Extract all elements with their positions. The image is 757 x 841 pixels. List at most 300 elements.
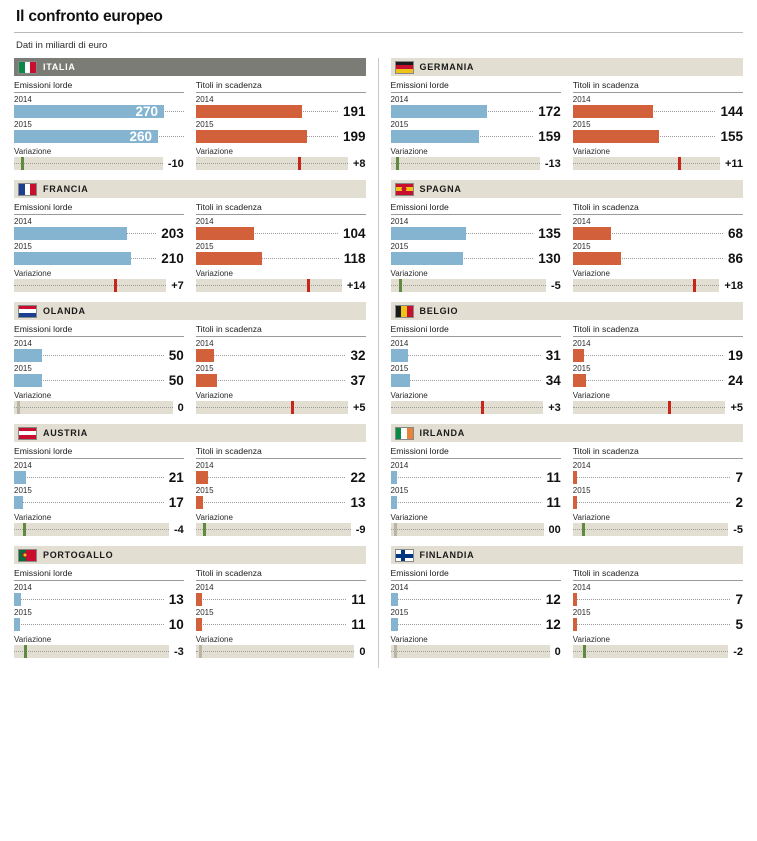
bar [14, 105, 164, 118]
bar-track [573, 349, 723, 362]
variation-label: Variazione [390, 391, 428, 400]
variation-baseline [391, 285, 546, 286]
bar-row [573, 593, 743, 606]
variation-baseline [14, 163, 163, 164]
bar-track [573, 471, 731, 484]
variation-value: -10 [167, 157, 184, 170]
panel-emissions [391, 446, 561, 536]
country-grid [14, 58, 743, 668]
bar-row [14, 471, 184, 484]
variation-baseline [196, 285, 342, 286]
year-label: 2014 [572, 461, 591, 470]
panel-title: Titoli in scadenza [196, 324, 366, 337]
bar-baseline [391, 624, 541, 625]
year-label: 2015 [572, 364, 591, 373]
bar-track [14, 130, 184, 143]
bar [391, 105, 487, 118]
bar-track [196, 130, 338, 143]
variation-row [14, 157, 184, 170]
bar-row [14, 618, 184, 631]
bar-baseline [14, 599, 164, 600]
variation-value: 0 [177, 401, 184, 414]
bar-row [391, 593, 561, 606]
variation-baseline [391, 651, 550, 652]
variation-marker [394, 523, 397, 536]
year-label: 2015 [14, 242, 32, 251]
panel-title: Titoli in scadenza [196, 202, 366, 215]
bar-row [573, 252, 743, 265]
year-label: 2014 [572, 95, 591, 104]
panel-title: Emissioni lorde [14, 324, 184, 337]
bar-track [573, 252, 723, 265]
bar [573, 227, 611, 240]
bar-value: 159 [538, 129, 561, 144]
bar-row [573, 130, 743, 143]
bar-track [196, 252, 339, 265]
country-name: FRANCIA [43, 184, 89, 194]
country-panels [391, 324, 744, 414]
bar-baseline [573, 599, 731, 600]
bar-value: 31 [545, 348, 561, 363]
bar-value: 34 [545, 373, 561, 388]
variation-row [391, 523, 561, 536]
variation-value: -5 [733, 523, 743, 536]
country-panels [14, 568, 366, 658]
bar-baseline [573, 477, 731, 478]
variation-track [573, 279, 720, 292]
variation-marker [396, 157, 399, 170]
bar [14, 130, 158, 143]
variation-value: -5 [550, 279, 561, 292]
bar-value: 12 [545, 617, 561, 632]
variation-value: +7 [171, 279, 184, 292]
variation-value: -3 [173, 645, 184, 658]
country-header [14, 58, 366, 76]
bar-baseline [196, 502, 346, 503]
bar-value: 86 [727, 251, 743, 266]
variation-value: 0 [359, 645, 366, 658]
flag-germania [395, 61, 414, 74]
panel-emissions [14, 446, 184, 536]
variation-row [196, 401, 366, 414]
bar-row [573, 105, 743, 118]
bar [196, 252, 262, 265]
variation-row [14, 401, 184, 414]
bar-baseline [391, 477, 542, 478]
bar-track [14, 496, 164, 509]
variation-track [391, 645, 550, 658]
bar [573, 496, 577, 509]
variation-label: Variazione [195, 147, 233, 156]
bar-row [14, 593, 184, 606]
panel-title: Emissioni lorde [391, 568, 561, 581]
year-label: 2015 [390, 364, 409, 373]
bar [14, 593, 21, 606]
variation-track [196, 523, 351, 536]
bar-value: 135 [538, 226, 561, 241]
year-label: 2015 [14, 120, 32, 129]
variation-baseline [196, 651, 355, 652]
bar-track [391, 593, 541, 606]
title-divider [14, 32, 743, 33]
variation-value: -2 [733, 645, 743, 658]
year-label: 2015 [195, 608, 214, 617]
bar-baseline [391, 380, 541, 381]
page-subtitle: Dati in miliardi di euro [16, 40, 108, 51]
year-label: 2015 [572, 608, 591, 617]
variation-marker [23, 523, 26, 536]
variation-row [14, 279, 184, 292]
bar-track [14, 374, 164, 387]
bar-value: 130 [538, 251, 561, 266]
variation-label: Variazione [14, 391, 52, 400]
variation-marker [583, 645, 586, 658]
bar-value: 7 [735, 470, 743, 485]
bar-row [391, 496, 561, 509]
bar [196, 618, 202, 631]
bar-baseline [196, 624, 346, 625]
variation-marker [21, 157, 24, 170]
bar-value: 104 [342, 226, 366, 241]
bar-baseline [196, 477, 346, 478]
bar-track [14, 105, 184, 118]
panel-maturities [196, 568, 366, 658]
bar-value: 2 [735, 495, 743, 510]
bar-track [14, 349, 164, 362]
variation-track [14, 401, 173, 414]
bar [14, 252, 131, 265]
country-header [14, 180, 366, 198]
panel-title: Emissioni lorde [14, 446, 184, 459]
bar-value: 37 [350, 373, 366, 388]
bar-track [391, 349, 541, 362]
panel-emissions [391, 80, 561, 170]
variation-track [573, 523, 728, 536]
bar [573, 252, 621, 265]
bar-track [391, 471, 542, 484]
bar-baseline [14, 477, 164, 478]
panel-maturities [196, 324, 366, 414]
country-name: PORTOGALLO [43, 550, 114, 560]
variation-value: +5 [730, 401, 743, 414]
bar-row [196, 349, 366, 362]
bar-value: 50 [168, 373, 184, 388]
variation-baseline [573, 651, 728, 652]
bar-row [196, 105, 366, 118]
country-panels [391, 80, 744, 170]
panel-title: Titoli in scadenza [196, 80, 366, 93]
variation-marker [307, 279, 310, 292]
variation-marker [199, 645, 202, 658]
panel-title: Emissioni lorde [391, 202, 561, 215]
bar-row [573, 496, 743, 509]
bar-row [573, 374, 743, 387]
country-block [14, 546, 366, 658]
bar-track [14, 252, 156, 265]
country-block [391, 58, 744, 170]
variation-marker [693, 279, 696, 292]
bar-row [196, 471, 366, 484]
bar [196, 105, 302, 118]
variation-value: -4 [173, 523, 184, 536]
bar-row [391, 618, 561, 631]
variation-value: +11 [724, 157, 743, 170]
panel-emissions [391, 568, 561, 658]
variation-marker [291, 401, 294, 414]
variation-label: Variazione [572, 513, 610, 522]
bar-baseline [14, 624, 164, 625]
panel-maturities [573, 568, 743, 658]
country-panels [14, 324, 366, 414]
variation-label: Variazione [195, 635, 233, 644]
bar-track [196, 227, 338, 240]
variation-track [391, 523, 544, 536]
variation-label: Variazione [390, 513, 428, 522]
country-panels [14, 202, 366, 292]
country-name: OLANDA [43, 306, 86, 316]
country-name: FINLANDIA [419, 550, 475, 560]
variation-baseline [14, 651, 169, 652]
year-label: 2014 [195, 339, 214, 348]
year-label: 2014 [14, 461, 32, 470]
variation-row [391, 645, 561, 658]
bar-value: 13 [168, 592, 184, 607]
variation-track [14, 645, 169, 658]
bar-baseline [391, 599, 541, 600]
bar-row [391, 252, 561, 265]
year-label: 2014 [195, 583, 214, 592]
bar-value: 12 [545, 592, 561, 607]
variation-marker [24, 645, 27, 658]
bar [196, 349, 214, 362]
panel-title: Emissioni lorde [14, 80, 184, 93]
bar [391, 252, 463, 265]
variation-marker [678, 157, 681, 170]
flag-finlandia [395, 549, 414, 562]
bar-value: 68 [727, 226, 743, 241]
variation-baseline [196, 529, 351, 530]
country-name: BELGIO [419, 306, 459, 316]
bar-row [196, 252, 366, 265]
bar-value: 260 [129, 129, 152, 144]
variation-label: Variazione [572, 269, 610, 278]
bar-track [391, 252, 534, 265]
bar-row [196, 496, 366, 509]
bar-value: 22 [350, 470, 366, 485]
variation-row [573, 523, 743, 536]
variation-row [196, 157, 366, 170]
bar-value: 7 [735, 592, 743, 607]
bar [391, 130, 479, 143]
bar-row [14, 130, 184, 143]
year-label: 2015 [14, 486, 32, 495]
bar-track [391, 618, 541, 631]
bar [14, 374, 42, 387]
bar-row [14, 252, 184, 265]
variation-marker [114, 279, 117, 292]
variation-value: +8 [352, 157, 366, 170]
variation-track [196, 401, 348, 414]
bar-row [196, 593, 366, 606]
country-name: SPAGNA [419, 184, 462, 194]
variation-track [14, 279, 166, 292]
panel-title: Titoli in scadenza [573, 324, 743, 337]
variation-baseline [573, 163, 720, 164]
country-block [391, 424, 744, 536]
bar [14, 471, 26, 484]
country-block [14, 302, 366, 414]
flag-irlanda [395, 427, 414, 440]
bar-value: 155 [720, 129, 743, 144]
panel-maturities [196, 80, 366, 170]
variation-track [196, 157, 348, 170]
variation-row [391, 157, 561, 170]
country-header [391, 546, 744, 564]
variation-track [573, 157, 720, 170]
country-block [14, 58, 366, 170]
panel-emissions [391, 324, 561, 414]
panel-emissions [14, 202, 184, 292]
variation-marker [668, 401, 671, 414]
panel-emissions [14, 324, 184, 414]
variation-marker [481, 401, 484, 414]
year-label: 2014 [572, 339, 591, 348]
bar-row [14, 374, 184, 387]
panel-title: Emissioni lorde [14, 202, 184, 215]
variation-value: -9 [355, 523, 366, 536]
bar [196, 471, 208, 484]
variation-label: Variazione [14, 635, 52, 644]
bar [391, 374, 410, 387]
bar-row [14, 227, 184, 240]
year-label: 2014 [390, 339, 409, 348]
bar-value: 11 [546, 470, 561, 485]
panel-title: Emissioni lorde [391, 324, 561, 337]
panel-title: Titoli in scadenza [573, 568, 743, 581]
bar [573, 593, 577, 606]
variation-value: 0 [554, 645, 561, 658]
variation-row [573, 401, 743, 414]
bar-track [196, 105, 338, 118]
variation-value: +14 [346, 279, 366, 292]
country-block [14, 424, 366, 536]
variation-track [14, 157, 163, 170]
panel-title: Titoli in scadenza [573, 80, 743, 93]
bar-track [196, 349, 346, 362]
bar [573, 618, 577, 631]
variation-track [14, 523, 169, 536]
variation-label: Variazione [390, 269, 428, 278]
bar-track [573, 105, 716, 118]
bar-value: 10 [168, 617, 184, 632]
bar-row [391, 374, 561, 387]
flag-spagna [395, 183, 414, 196]
bar-value: 210 [161, 251, 184, 266]
bar-value: 11 [351, 617, 366, 632]
bar-track [14, 593, 164, 606]
variation-label: Variazione [14, 513, 52, 522]
panel-emissions [14, 568, 184, 658]
bar-track [14, 227, 156, 240]
bar [573, 349, 584, 362]
bar-track [391, 130, 534, 143]
flag-austria [18, 427, 37, 440]
country-name: ITALIA [43, 62, 76, 72]
bar [14, 227, 127, 240]
year-label: 2015 [390, 486, 409, 495]
bar-row [391, 130, 561, 143]
variation-label: Variazione [195, 269, 233, 278]
variation-label: Variazione [14, 269, 52, 278]
variation-row [14, 523, 184, 536]
panel-title: Titoli in scadenza [573, 446, 743, 459]
bar-track [391, 227, 534, 240]
country-name: IRLANDA [419, 428, 465, 438]
bar-row [14, 349, 184, 362]
bar-row [391, 227, 561, 240]
bar-value: 11 [351, 592, 366, 607]
panel-maturities [573, 446, 743, 536]
variation-marker [582, 523, 585, 536]
bar-baseline [573, 380, 723, 381]
bar-value: 21 [168, 470, 184, 485]
year-label: 2014 [390, 583, 409, 592]
bar-row [196, 130, 366, 143]
variation-row [573, 279, 743, 292]
bar-baseline [196, 380, 346, 381]
year-label: 2014 [390, 217, 409, 226]
year-label: 2015 [195, 242, 214, 251]
country-block [391, 546, 744, 658]
variation-value: +18 [724, 279, 743, 292]
variation-baseline [573, 285, 720, 286]
bar-row [573, 471, 743, 484]
bar-row [391, 471, 561, 484]
year-label: 2014 [572, 583, 591, 592]
year-label: 2015 [195, 486, 214, 495]
variation-row [196, 279, 366, 292]
bar [391, 471, 397, 484]
variation-row [573, 645, 743, 658]
country-header [391, 424, 744, 442]
variation-marker [394, 645, 397, 658]
bar [391, 618, 398, 631]
panel-title: Titoli in scadenza [573, 202, 743, 215]
bar [391, 349, 408, 362]
bar-track [573, 130, 716, 143]
flag-portogallo [18, 549, 37, 562]
bar [391, 227, 466, 240]
bar [14, 349, 42, 362]
variation-baseline [573, 529, 728, 530]
bar-track [573, 496, 731, 509]
country-header [14, 546, 366, 564]
year-label: 2014 [390, 461, 409, 470]
bar-row [14, 496, 184, 509]
country-header [14, 302, 366, 320]
country-panels [14, 80, 366, 170]
variation-marker [203, 523, 206, 536]
variation-label: Variazione [572, 391, 610, 400]
bar [196, 593, 202, 606]
variation-baseline [391, 163, 540, 164]
bar-track [196, 496, 346, 509]
bar-value: 144 [720, 104, 743, 119]
variation-value: 00 [548, 523, 561, 536]
variation-baseline [14, 285, 166, 286]
panel-maturities [573, 202, 743, 292]
country-header [14, 424, 366, 442]
